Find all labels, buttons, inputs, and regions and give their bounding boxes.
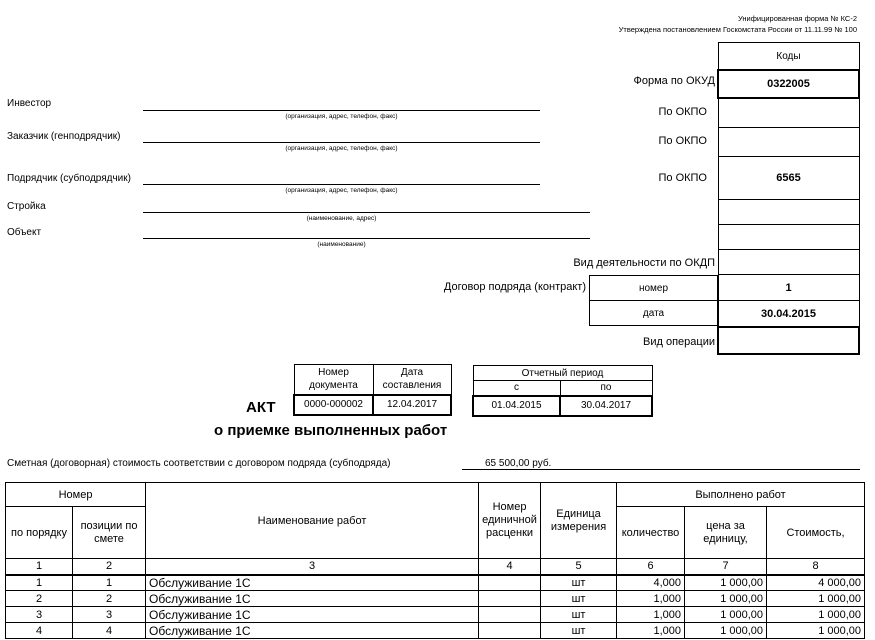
contractor-label: Подрядчик (субподрядчик) bbox=[7, 173, 131, 184]
column-numbers-row bbox=[6, 559, 865, 575]
column-number: 6 bbox=[617, 559, 685, 575]
investor-line bbox=[143, 110, 540, 111]
header-order: по порядку bbox=[6, 507, 73, 559]
object-code bbox=[718, 225, 859, 250]
approval-line: Утверждена постановлением Госкомстата России от 11.11.99 № 100 bbox=[618, 25, 857, 34]
estimate-value: 65 500,00 руб. bbox=[485, 458, 552, 469]
header-number: Номер bbox=[6, 483, 146, 507]
row-position: 1 bbox=[73, 575, 146, 591]
form-name: Унифицированная форма № КС-2 bbox=[737, 14, 857, 23]
row-position: 3 bbox=[73, 607, 146, 623]
row-work-name: Обслуживание 1С bbox=[146, 607, 479, 623]
row-quantity: 1,000 bbox=[617, 623, 685, 639]
table-row bbox=[6, 607, 865, 623]
row-order: 2 bbox=[6, 591, 73, 607]
column-number: 1 bbox=[6, 559, 73, 575]
table-row bbox=[6, 575, 865, 591]
table-row bbox=[6, 591, 865, 607]
customer-line bbox=[143, 142, 540, 143]
header-position: позиции по смете bbox=[73, 507, 146, 559]
row-price: 1 000,00 bbox=[685, 607, 767, 623]
doc-number-value: 0000-000002 bbox=[294, 395, 373, 415]
row-unit: шт bbox=[541, 575, 617, 591]
doc-date-header: Дата составления bbox=[373, 365, 451, 395]
row-unit: шт bbox=[541, 607, 617, 623]
contractor-line bbox=[143, 184, 540, 185]
estimate-line bbox=[462, 469, 860, 470]
okpo-customer-label: По ОКПО bbox=[658, 135, 707, 147]
row-position: 4 bbox=[73, 623, 146, 639]
row-order: 3 bbox=[6, 607, 73, 623]
object-line bbox=[143, 238, 590, 239]
works-table bbox=[5, 482, 865, 639]
row-quantity: 4,000 bbox=[617, 575, 685, 591]
period-table bbox=[472, 365, 653, 417]
document-info-table bbox=[293, 364, 452, 416]
act-title: АКТ bbox=[246, 399, 276, 416]
site-line bbox=[143, 212, 590, 213]
period-header: Отчетный период bbox=[473, 366, 652, 381]
table-row bbox=[6, 623, 865, 639]
contract-date-label: дата bbox=[589, 300, 718, 326]
row-order: 1 bbox=[6, 575, 73, 591]
customer-caption: (организация, адрес, телефон, факс) bbox=[285, 145, 398, 152]
header-work-name: Наименование работ bbox=[146, 483, 479, 559]
okpo-contractor-value: 6565 bbox=[718, 157, 859, 200]
investor-caption: (организация, адрес, телефон, факс) bbox=[285, 113, 398, 120]
site-label: Стройка bbox=[7, 201, 46, 212]
row-unit: шт bbox=[541, 591, 617, 607]
contract-label: Договор подряда (контракт) bbox=[443, 281, 586, 293]
row-price: 1 000,00 bbox=[685, 623, 767, 639]
okdp-value bbox=[718, 250, 859, 275]
investor-label: Инвестор bbox=[7, 98, 52, 109]
operation-value bbox=[718, 327, 859, 354]
codes-block bbox=[717, 42, 860, 355]
header-done: Выполнено работ bbox=[617, 483, 865, 507]
column-number: 8 bbox=[767, 559, 865, 575]
row-cost: 1 000,00 bbox=[767, 623, 865, 639]
doc-date-value: 12.04.2017 bbox=[373, 395, 451, 415]
site-code bbox=[718, 200, 859, 225]
act-subtitle: о приемке выполненных работ bbox=[214, 422, 448, 439]
estimate-label: Сметная (договорная) стоимость соответствии с договором подряда (субподряда) bbox=[7, 458, 391, 469]
row-cost: 1 000,00 bbox=[767, 591, 865, 607]
header-cost: Стоимость, bbox=[767, 507, 865, 559]
okdp-label: Вид деятельности по ОКДП bbox=[573, 257, 715, 269]
header-quantity: количество bbox=[617, 507, 685, 559]
row-order: 4 bbox=[6, 623, 73, 639]
contract-date-value: 30.04.2015 bbox=[718, 301, 859, 328]
row-quantity: 1,000 bbox=[617, 591, 685, 607]
operation-label: Вид операции bbox=[643, 336, 715, 348]
row-price: 1 000,00 bbox=[685, 575, 767, 591]
column-number: 5 bbox=[541, 559, 617, 575]
row-work-name: Обслуживание 1С bbox=[146, 591, 479, 607]
period-to-label: по bbox=[560, 381, 652, 396]
row-rate bbox=[479, 623, 541, 639]
contractor-caption: (организация, адрес, телефон, факс) bbox=[285, 187, 398, 194]
contract-number-label: номер bbox=[589, 275, 718, 301]
okpo-contractor-label: По ОКПО bbox=[658, 172, 707, 184]
object-label: Объект bbox=[7, 227, 42, 238]
row-cost: 4 000,00 bbox=[767, 575, 865, 591]
period-from-label: с bbox=[473, 381, 560, 396]
header-unit: Единица измерения bbox=[541, 483, 617, 559]
object-caption: (наименование) bbox=[317, 241, 366, 248]
header-rate-number: Номер единичной расценки bbox=[479, 483, 541, 559]
row-quantity: 1,000 bbox=[617, 607, 685, 623]
okud-value: 0322005 bbox=[718, 70, 859, 98]
okpo-investor-label: По ОКПО bbox=[658, 106, 707, 118]
row-rate bbox=[479, 575, 541, 591]
okud-label: Форма по ОКУД bbox=[633, 75, 715, 87]
okpo-customer-value bbox=[718, 128, 859, 157]
column-number: 3 bbox=[146, 559, 479, 575]
column-number: 4 bbox=[479, 559, 541, 575]
contract-number-value: 1 bbox=[718, 275, 859, 301]
row-cost: 1 000,00 bbox=[767, 607, 865, 623]
row-work-name: Обслуживание 1С bbox=[146, 575, 479, 591]
period-from-value: 01.04.2015 bbox=[473, 396, 560, 416]
row-price: 1 000,00 bbox=[685, 591, 767, 607]
column-number: 7 bbox=[685, 559, 767, 575]
column-number: 2 bbox=[73, 559, 146, 575]
row-position: 2 bbox=[73, 591, 146, 607]
row-work-name: Обслуживание 1С bbox=[146, 623, 479, 639]
doc-number-header: Номер документа bbox=[294, 365, 373, 395]
row-rate bbox=[479, 607, 541, 623]
site-caption: (наименование, адрес) bbox=[306, 215, 377, 222]
codes-title: Коды bbox=[718, 43, 859, 71]
form-header bbox=[619, 13, 857, 35]
customer-label: Заказчик (генподрядчик) bbox=[7, 131, 121, 142]
header-price: цена за единицу, bbox=[685, 507, 767, 559]
period-to-value: 30.04.2017 bbox=[560, 396, 652, 416]
row-unit: шт bbox=[541, 623, 617, 639]
okpo-investor-value bbox=[718, 98, 859, 128]
row-rate bbox=[479, 591, 541, 607]
